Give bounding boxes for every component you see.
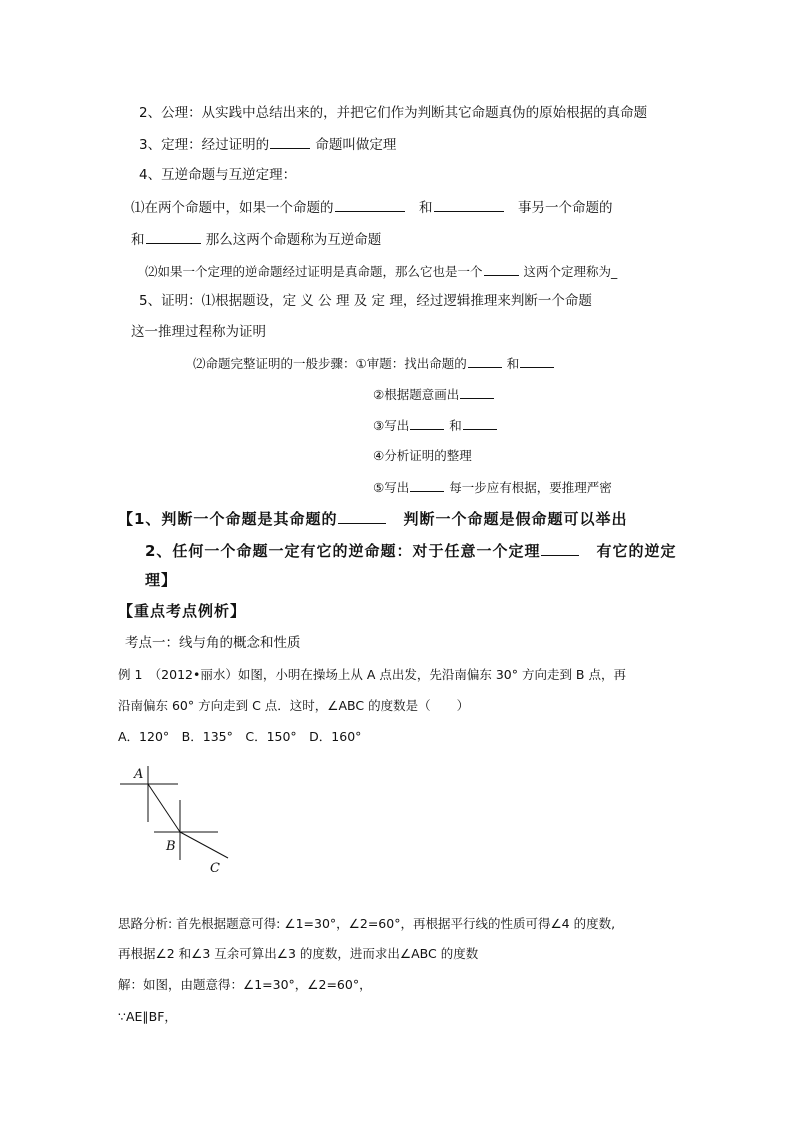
converse-text: 事另一个命题的 bbox=[518, 200, 613, 216]
blank bbox=[541, 540, 579, 556]
bold-summary-text: 有它的逆定 bbox=[596, 542, 677, 560]
blank bbox=[460, 385, 494, 399]
theorem-line-text: 3、定理：经过证明的 bbox=[139, 137, 270, 153]
proof-steps-text: 和 bbox=[506, 356, 520, 371]
answer-choices: A．120° B．135° C．150° D．160° bbox=[118, 729, 362, 744]
converse-theorem-line bbox=[145, 262, 617, 281]
blank bbox=[270, 135, 310, 149]
step-5-text: 每一步应有根据，要推理严密 bbox=[449, 480, 612, 495]
example-text: 沿南偏东 60° 方向走到 C 点．这时，∠ABC 的度数是（ bbox=[118, 698, 431, 713]
axiom-line: 2、公理：从实践中总结出来的，并把它们作为判断其它命题真伪的原始根据的真命题 bbox=[139, 105, 648, 121]
segment-ab bbox=[148, 784, 180, 832]
converse-heading: 4、互逆命题与互逆定理： bbox=[139, 167, 297, 183]
blank bbox=[410, 416, 444, 430]
bold-summary-line-2 bbox=[145, 540, 676, 560]
proof-steps-line bbox=[193, 354, 555, 373]
converse-text: 和 bbox=[419, 200, 433, 216]
step-3 bbox=[373, 416, 498, 435]
example-line-2 bbox=[118, 697, 469, 715]
proof-steps-text: ⑵命题完整证明的一般步骤：①审题：找出命题的 bbox=[193, 356, 467, 371]
topic-heading: 考点一：线与角的概念和性质 bbox=[125, 635, 301, 651]
bold-summary-text: 【1、判断一个命题是其命题的 bbox=[118, 510, 338, 528]
blank bbox=[146, 230, 201, 244]
section-heading: 【重点考点例析】 bbox=[118, 602, 247, 620]
blank bbox=[410, 478, 444, 492]
bold-summary-line-1 bbox=[118, 508, 627, 528]
step-4: ④分析证明的整理 bbox=[373, 448, 472, 463]
example-line-1: 例 1 （2012•丽水）如图，小明在操场上从 A 点出发，先沿南偏东 30° 方向走到 B 点，再 bbox=[118, 667, 626, 682]
blank bbox=[434, 198, 504, 212]
blank bbox=[335, 198, 405, 212]
step-2-text: ②根据题意画出 bbox=[373, 387, 460, 402]
theorem-line bbox=[139, 135, 396, 154]
bold-summary-text: 2、任何一个命题一定有它的逆命题：对于任意一个定理 bbox=[145, 542, 541, 560]
bold-summary-line-3: 理】 bbox=[145, 571, 178, 589]
step-2 bbox=[373, 385, 495, 404]
proof-line: 5、证明：⑴根据题设，定 义 公 理 及 定 理，经过逻辑推理来判断一个命题 bbox=[139, 293, 592, 309]
point-a-label: A bbox=[134, 767, 144, 782]
blank bbox=[484, 262, 519, 276]
blank bbox=[463, 416, 497, 430]
analysis-line-2: 再根据∠2 和∠3 互余可算出∠3 的度数，进而求出∠ABC 的度数 bbox=[118, 946, 479, 961]
converse-theorem-text: ⑵如果一个定理的逆命题经过证明是真命题，那么它也是一个 bbox=[145, 264, 483, 279]
point-c-label: C bbox=[210, 861, 220, 876]
proof-line-2: 这一推理过程称为证明 bbox=[131, 324, 266, 340]
segment-bc bbox=[180, 832, 228, 858]
blank bbox=[338, 508, 386, 524]
converse-text: ⑴在两个命题中，如果一个命题的 bbox=[131, 200, 334, 216]
blank bbox=[468, 354, 502, 368]
step-5-text: ⑤写出 bbox=[373, 480, 410, 495]
step-3-text: ③写出 bbox=[373, 418, 410, 433]
theorem-line-text: 命题叫做定理 bbox=[315, 137, 397, 153]
converse-line-2 bbox=[131, 230, 381, 249]
geometry-figure bbox=[110, 760, 240, 880]
converse-text: 那么这两个命题称为互逆命题 bbox=[205, 232, 382, 248]
step-5 bbox=[373, 478, 612, 497]
blank bbox=[520, 354, 554, 368]
converse-line-1 bbox=[131, 198, 613, 217]
solution-line-2: ∵AE∥BF， bbox=[118, 1009, 177, 1024]
converse-theorem-text: 这两个定理称为_ bbox=[523, 264, 618, 279]
point-b-label: B bbox=[166, 839, 176, 854]
step-3-text: 和 bbox=[449, 418, 462, 433]
bold-summary-text: 判断一个命题是假命题可以举出 bbox=[403, 510, 628, 528]
example-text: ） bbox=[456, 698, 470, 713]
analysis-line-1: 思路分析: 首先根据题意可得: ∠1=30°，∠2=60°，再根据平行线的性质可得∠4 的度数, bbox=[118, 916, 616, 931]
solution-line-1: 解：如图，由题意得：∠1=30°，∠2=60°， bbox=[118, 977, 372, 992]
converse-text: 和 bbox=[131, 232, 145, 248]
